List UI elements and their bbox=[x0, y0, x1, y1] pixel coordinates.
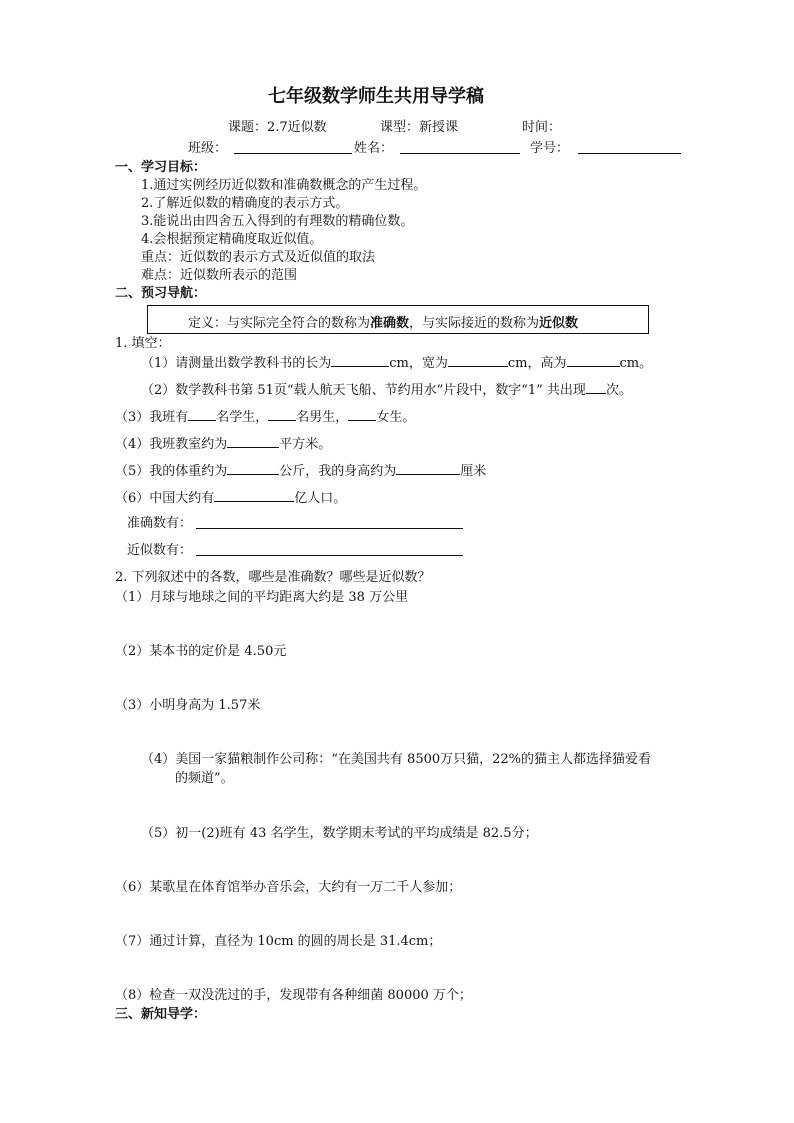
section1-heading: 一、学习目标： bbox=[115, 160, 207, 175]
population-blank[interactable] bbox=[214, 489, 294, 502]
exact-number-field[interactable] bbox=[196, 516, 463, 534]
height-blank[interactable] bbox=[567, 354, 620, 367]
objective-item: 3.能说出由四舍五入得到的有理数的精确位数。 bbox=[141, 214, 414, 229]
count-blank[interactable] bbox=[586, 381, 606, 394]
difficulty-point: 难点：近似数所表示的范围 bbox=[141, 268, 298, 283]
approximate-number-label: 近似数有： bbox=[127, 543, 193, 558]
statement-item: （7）通过计算，直径为 10cm 的圆的周长是 31.4cm； bbox=[115, 934, 442, 949]
statement-item-continued: 的频道”。 bbox=[175, 771, 234, 786]
girls-blank[interactable] bbox=[348, 408, 376, 421]
body-height-blank[interactable] bbox=[396, 462, 460, 475]
boys-blank[interactable] bbox=[268, 408, 296, 421]
objective-item: 2.了解近似数的精确度的表示方式。 bbox=[141, 196, 349, 211]
name-field[interactable] bbox=[400, 141, 520, 159]
lesson-type-label: 课型：新授课 bbox=[380, 120, 459, 135]
time-label: 时间： bbox=[522, 120, 562, 135]
definition-text: 定义：与实际完全符合的数称为准确数，与实际接近的数称为近似数 bbox=[188, 316, 579, 331]
statement-item: （8）检查一双没洗过的手，发现带有各种细菌 80000 万个； bbox=[115, 988, 472, 1003]
objective-item: 4.会根据预定精确度取近似值。 bbox=[141, 232, 323, 247]
length-blank[interactable] bbox=[331, 354, 389, 367]
question1-heading: 1. 填空： bbox=[115, 336, 171, 351]
exact-number-label: 准确数有： bbox=[127, 516, 193, 531]
section2-heading: 二、预习导航： bbox=[115, 286, 207, 301]
fill-item-2: （2）数学教科书第 51页“载人航天飞船、节约用水”片段中，数字“1” 共出现 次。 bbox=[141, 383, 632, 398]
students-blank[interactable] bbox=[188, 408, 216, 421]
statement-item: （6）某歌星在体育馆举办音乐会，大约有一万二千人参加； bbox=[115, 880, 462, 895]
objective-item: 1.通过实例经历近似数和准确数概念的产生过程。 bbox=[141, 178, 427, 193]
area-blank[interactable] bbox=[227, 435, 279, 448]
student-number-field[interactable] bbox=[578, 141, 681, 159]
weight-blank[interactable] bbox=[227, 462, 279, 475]
term-exact-number: 准确数 bbox=[370, 316, 410, 331]
student-number-label: 学号： bbox=[530, 141, 570, 156]
question2-heading: 2. 下列叙述中的各数，哪些是准确数？哪些是近似数？ bbox=[115, 570, 431, 585]
approximate-number-field[interactable] bbox=[196, 543, 463, 561]
fill-item-1: （1）请测量出数学教科书的长为 cm，宽为 cm，高为 cm。 bbox=[141, 356, 653, 371]
page-title: 七年级数学师生共用导学稿 bbox=[268, 86, 484, 107]
statement-item: （2）某本书的定价是 4.50元 bbox=[115, 644, 287, 659]
fill-item-5: （5）我的体重约为 公斤，我的身高约为 厘米 bbox=[115, 464, 487, 479]
statement-item: （1）月球与地球之间的平均距离大约是 38 万公里 bbox=[115, 590, 409, 605]
width-blank[interactable] bbox=[448, 354, 508, 367]
statement-item: （5）初一(2)班有 43 名学生，数学期末考试的平均成绩是 82.5分； bbox=[141, 826, 538, 841]
section3-heading: 三、新知导学： bbox=[115, 1007, 207, 1022]
fill-item-3: （3）我班有 名学生， 名男生， 女生。 bbox=[115, 410, 416, 425]
statement-item: （4）美国一家猫粮制作公司称：“在美国共有 8500万只猫，22%的猫主人都选择猫爱看 bbox=[141, 752, 652, 767]
class-field[interactable] bbox=[234, 141, 352, 159]
term-approximate-number: 近似数 bbox=[539, 316, 579, 331]
fill-item-4: （4）我班教室约为 平方米。 bbox=[115, 437, 332, 452]
topic-label: 课题：2.7近似数 bbox=[228, 120, 327, 135]
fill-item-6: （6）中国大约有 亿人口。 bbox=[115, 491, 347, 506]
statement-item: （3）小明身高为 1.57米 bbox=[115, 698, 261, 713]
name-label: 姓名： bbox=[354, 141, 394, 156]
class-label: 班级： bbox=[188, 141, 228, 156]
key-point: 重点：近似数的表示方式及近似值的取法 bbox=[141, 250, 376, 265]
